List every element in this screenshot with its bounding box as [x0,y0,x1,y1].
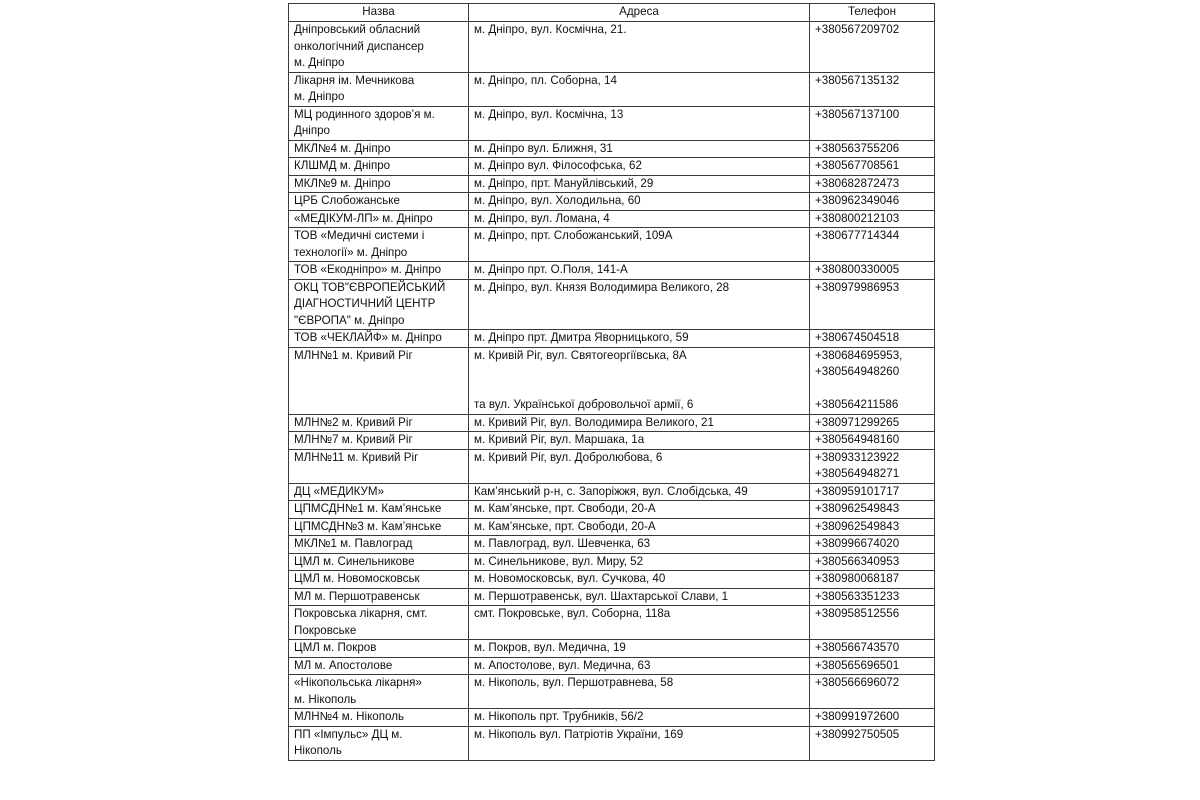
cell-phone-line [815,381,929,398]
cell-name [289,140,469,158]
cell-address-line: м. Покров, вул. Медична, 19 [474,641,626,654]
cell-phone [810,106,935,140]
cell-address [469,432,810,450]
cell-phone [810,536,935,554]
cell-name [289,158,469,176]
table-row [289,210,935,228]
table-row [289,22,935,73]
cell-phone-line: +380962349046 [815,194,900,207]
cell-address [469,330,810,348]
cell-address [469,571,810,589]
cell-phone-line: +380674504518 [815,331,900,344]
cell-address-line: м. Дніпро, прт. Мануйлівський, 29 [474,176,654,190]
table-row [289,657,935,675]
cell-name [289,709,469,727]
cell-name [289,175,469,193]
cell-address-line: та вул. Української добровольчої армії, 6 [474,398,694,411]
cell-address-line: м. Кам’янське, прт. Свободи, 20-А [474,502,656,515]
table-row [289,640,935,658]
cell-name-line: Нікополь [294,744,342,757]
cell-name [289,22,469,73]
cell-name-line: МЦ родинного здоров’я м. [294,107,435,121]
cell-phone-line: +380980068187 [815,572,900,585]
cell-name-line: ДЦ «МЕДИКУМ» [294,484,385,498]
table-row [289,449,935,483]
cell-phone-line: +380566340953 [815,554,900,568]
cell-name-line: МКЛ№4 м. Дніпро [294,141,391,155]
cell-phone [810,432,935,450]
cell-address-line: м. Нікополь вул. Патріотів України, 169 [474,727,684,741]
cell-phone [810,483,935,501]
cell-address [469,347,810,414]
cell-name-line: ЦРБ Слобожанське [294,194,400,207]
cell-name [289,588,469,606]
cell-name [289,228,469,262]
cell-name-line: Дніпро [294,124,331,137]
cell-address-line: Кам’янський р-н, с. Запоріжжя, вул. Слобідська, 49 [474,484,748,498]
cell-phone [810,228,935,262]
cell-phone [810,158,935,176]
cell-address [469,22,810,73]
cell-name-line: ЦПМСДН№3 м. Кам’янське [294,519,442,533]
cell-address [469,175,810,193]
table-row [289,228,935,262]
cell-address-line: м. Дніпро, вул. Ломана, 4 [474,211,610,225]
cell-phone [810,553,935,571]
cell-address-line: м. Першотравенськ, вул. Шахтарської Слави, 1 [474,589,729,603]
cell-phone-line: +380563351233 [815,589,900,603]
cell-name [289,553,469,571]
cell-phone [810,675,935,709]
cell-address-line: м. Нікополь прт. Трубників, 56/2 [474,710,644,723]
table-row [289,588,935,606]
cell-name-line: ДІАГНОСТИЧНИЙ ЦЕНТР [294,297,436,310]
table-row [289,675,935,709]
cell-name [289,536,469,554]
cell-name-line: "ЄВРОПА" м. Дніпро [294,313,405,327]
cell-phone [810,606,935,640]
cell-address [469,414,810,432]
cell-address-line: м. Кривій Ріг, вул. Святогеоргіївська, 8А [474,348,687,362]
cell-name [289,262,469,280]
table-header-row [289,4,935,22]
cell-name [289,675,469,709]
cell-phone [810,22,935,73]
cell-phone-line: +380958512556 [815,607,900,620]
cell-name [289,279,469,330]
cell-address [469,449,810,483]
cell-address [469,193,810,211]
cell-address-line: м. Дніпро, вул. Холодильна, 60 [474,194,641,207]
cell-name [289,657,469,675]
cell-name-line: ЦМЛ м. Покров [294,641,377,654]
table-row [289,414,935,432]
header-address: Адреса [469,4,810,22]
cell-address-line: м. Кривий Ріг, вул. Маршака, 1а [474,433,645,446]
cell-phone [810,709,935,727]
cell-address-line: м. Кривий Ріг, вул. Володимира Великого, 21 [474,415,714,429]
cell-phone-line: +380567137100 [815,107,900,121]
cell-name [289,518,469,536]
cell-address-line: м. Новомосковськ, вул. Сучкова, 40 [474,572,666,585]
cell-phone-line: +380564948260 [815,365,900,378]
cell-name-line: МЛ м. Апостолове [294,658,393,672]
cell-phone [810,330,935,348]
cell-name-line: ТОВ «Екодніпро» м. Дніпро [294,263,442,276]
cell-name-line: «Нікопольська лікарня» [294,676,422,689]
cell-name-line: м. Нікополь [294,692,357,706]
cell-address [469,640,810,658]
cell-address [469,279,810,330]
cell-address-line: м. Дніпро, вул. Космічна, 13 [474,107,624,121]
table-row [289,140,935,158]
cell-address-line: м. Павлоград, вул. Шевченка, 63 [474,537,651,550]
cell-address [469,140,810,158]
cell-phone [810,657,935,675]
cell-name-line: ТОВ «Медичні системи і [294,229,425,242]
cell-address-line: м. Нікополь, вул. Першотравнева, 58 [474,676,674,689]
table-row [289,193,935,211]
cell-phone [810,193,935,211]
cell-phone [810,72,935,106]
cell-phone-line: +380567135132 [815,73,900,87]
cell-name-line: ПП «Імпульс» ДЦ м. [294,727,403,741]
cell-address [469,536,810,554]
cell-address-line: м. Дніпро, прт. Слобожанський, 109А [474,229,673,242]
clinics-table [288,3,935,761]
cell-address [469,262,810,280]
cell-phone [810,501,935,519]
cell-address-line [474,381,804,398]
cell-name-line: Дніпровський обласний [294,23,421,36]
cell-name [289,449,469,483]
cell-phone [810,449,935,483]
cell-name-line: Покровське [294,623,357,637]
cell-phone-line: +380566743570 [815,641,900,654]
cell-name-line: ЦПМСДН№1 м. Кам’янське [294,502,442,515]
header-name: Назва [289,4,469,22]
cell-phone-line: +380563755206 [815,141,900,155]
cell-phone [810,571,935,589]
cell-phone-line: +380684695953, [815,348,903,362]
cell-name-line: ЦМЛ м. Синельникове [294,554,415,568]
table-row [289,726,935,760]
cell-address [469,606,810,640]
table-row [289,518,935,536]
cell-phone-line: +380566696072 [815,676,900,689]
cell-address-line: м. Синельникове, вул. Миру, 52 [474,554,644,568]
cell-phone [810,414,935,432]
cell-name [289,414,469,432]
cell-phone-line: +380971299265 [815,415,900,429]
cell-name-line: МЛН№4 м. Нікополь [294,710,405,723]
cell-name [289,72,469,106]
cell-name-line: ОКЦ ТОВ"ЄВРОПЕЙСЬКИЙ [294,280,446,294]
cell-phone [810,279,935,330]
cell-phone-line: +380564948160 [815,433,900,446]
cell-address [469,518,810,536]
cell-phone-line: +380962549843 [815,502,900,515]
table-body [289,22,935,761]
cell-name-line: МКЛ№1 м. Павлоград [294,537,413,550]
table-row [289,606,935,640]
cell-name-line: Покровська лікарня, смт. [294,607,428,620]
cell-address [469,709,810,727]
cell-address-line: м. Апостолове, вул. Медична, 63 [474,658,651,672]
cell-name-line: м. Дніпро [294,90,345,103]
cell-name [289,501,469,519]
cell-name-line: МЛН№1 м. Кривий Ріг [294,348,413,362]
cell-phone [810,347,935,414]
table-row [289,72,935,106]
cell-name-line: технології» м. Дніпро [294,245,408,259]
cell-phone [810,175,935,193]
cell-phone-line: +380564211586 [815,398,899,411]
cell-phone [810,210,935,228]
cell-name [289,483,469,501]
cell-address [469,588,810,606]
cell-name-line: МЛ м. Першотравенськ [294,589,420,603]
cell-address [469,158,810,176]
cell-phone [810,588,935,606]
cell-name [289,640,469,658]
cell-phone-line: +380677714344 [815,229,900,242]
document-page [288,3,934,761]
cell-address-line: м. Кам’янське, прт. Свободи, 20-А [474,519,656,533]
cell-name [289,347,469,414]
cell-address-line: м. Дніпро вул. Філософська, 62 [474,159,642,172]
cell-name [289,330,469,348]
cell-name [289,193,469,211]
cell-address [469,675,810,709]
cell-phone-line: +380567708561 [815,159,900,172]
table-row [289,483,935,501]
cell-name [289,571,469,589]
cell-name-line: КЛШМД м. Дніпро [294,159,391,172]
cell-phone-line: +380933123922 [815,450,900,464]
cell-address-line: м. Дніпро вул. Ближня, 31 [474,141,613,155]
cell-phone-line: +380959101717 [815,484,900,498]
cell-phone [810,262,935,280]
cell-phone-line: +380564948271 [815,467,900,480]
table-row [289,709,935,727]
cell-address [469,553,810,571]
cell-phone-line: +380996674020 [815,537,900,550]
cell-name-line: МКЛ№9 м. Дніпро [294,176,391,190]
cell-phone-line: +380800330005 [815,263,900,276]
cell-address [469,210,810,228]
cell-name-line: «МЕДІКУМ-ЛП» м. Дніпро [294,211,433,225]
cell-name [289,106,469,140]
cell-name [289,210,469,228]
cell-name-line: МЛН№2 м. Кривий Ріг [294,415,413,429]
cell-phone-line: +380979986953 [815,280,900,294]
cell-address [469,483,810,501]
table-row [289,330,935,348]
cell-name-line: МЛН№11 м. Кривий Ріг [294,450,419,464]
cell-phone [810,518,935,536]
cell-address-line: м. Дніпро, вул. Космічна, 21. [474,23,627,36]
cell-phone-line: +380567209702 [815,23,900,36]
cell-phone-line: +380800212103 [815,211,900,225]
cell-address [469,228,810,262]
cell-address-line: м. Дніпро прт. О.Поля, 141-А [474,263,628,276]
cell-phone-line: +380682872473 [815,176,900,190]
cell-name [289,606,469,640]
cell-address-line: м. Дніпро, пл. Соборна, 14 [474,73,617,87]
cell-name-line: онкологічний диспансер [294,39,424,53]
table-row [289,553,935,571]
cell-name [289,432,469,450]
table-row [289,347,935,414]
cell-name [289,726,469,760]
cell-address [469,501,810,519]
cell-name-line: ЦМЛ м. Новомосковськ [294,572,420,585]
cell-address-line: смт. Покровське, вул. Соборна, 118а [474,607,671,620]
cell-phone-line: +380992750505 [815,727,900,741]
cell-address [469,72,810,106]
table-row [289,279,935,330]
header-phone: Телефон [810,4,935,22]
table-row [289,432,935,450]
cell-address-line: м. Дніпро прт. Дмитра Яворницького, 59 [474,331,689,344]
table-row [289,501,935,519]
cell-address-line: м. Дніпро, вул. Князя Володимира Великого, 28 [474,280,730,294]
table-row [289,106,935,140]
cell-phone [810,140,935,158]
cell-phone-line: +380991972600 [815,710,900,723]
cell-name-line: м. Дніпро [294,56,345,69]
cell-address-line [474,364,804,381]
cell-address-line: м. Кривий Ріг, вул. Добролюбова, 6 [474,450,663,464]
cell-name-line: МЛН№7 м. Кривий Ріг [294,433,413,446]
cell-address [469,726,810,760]
cell-phone-line: +380962549843 [815,519,900,533]
cell-phone-line: +380565696501 [815,658,900,672]
cell-name-line: ТОВ «ЧЕКЛАЙФ» м. Дніпро [294,331,442,344]
cell-address [469,106,810,140]
cell-address [469,657,810,675]
table-row [289,571,935,589]
cell-name-line: Лікарня ім. Мечникова [294,73,415,87]
table-row [289,158,935,176]
table-row [289,262,935,280]
cell-phone [810,726,935,760]
cell-phone [810,640,935,658]
table-row [289,175,935,193]
table-row [289,536,935,554]
